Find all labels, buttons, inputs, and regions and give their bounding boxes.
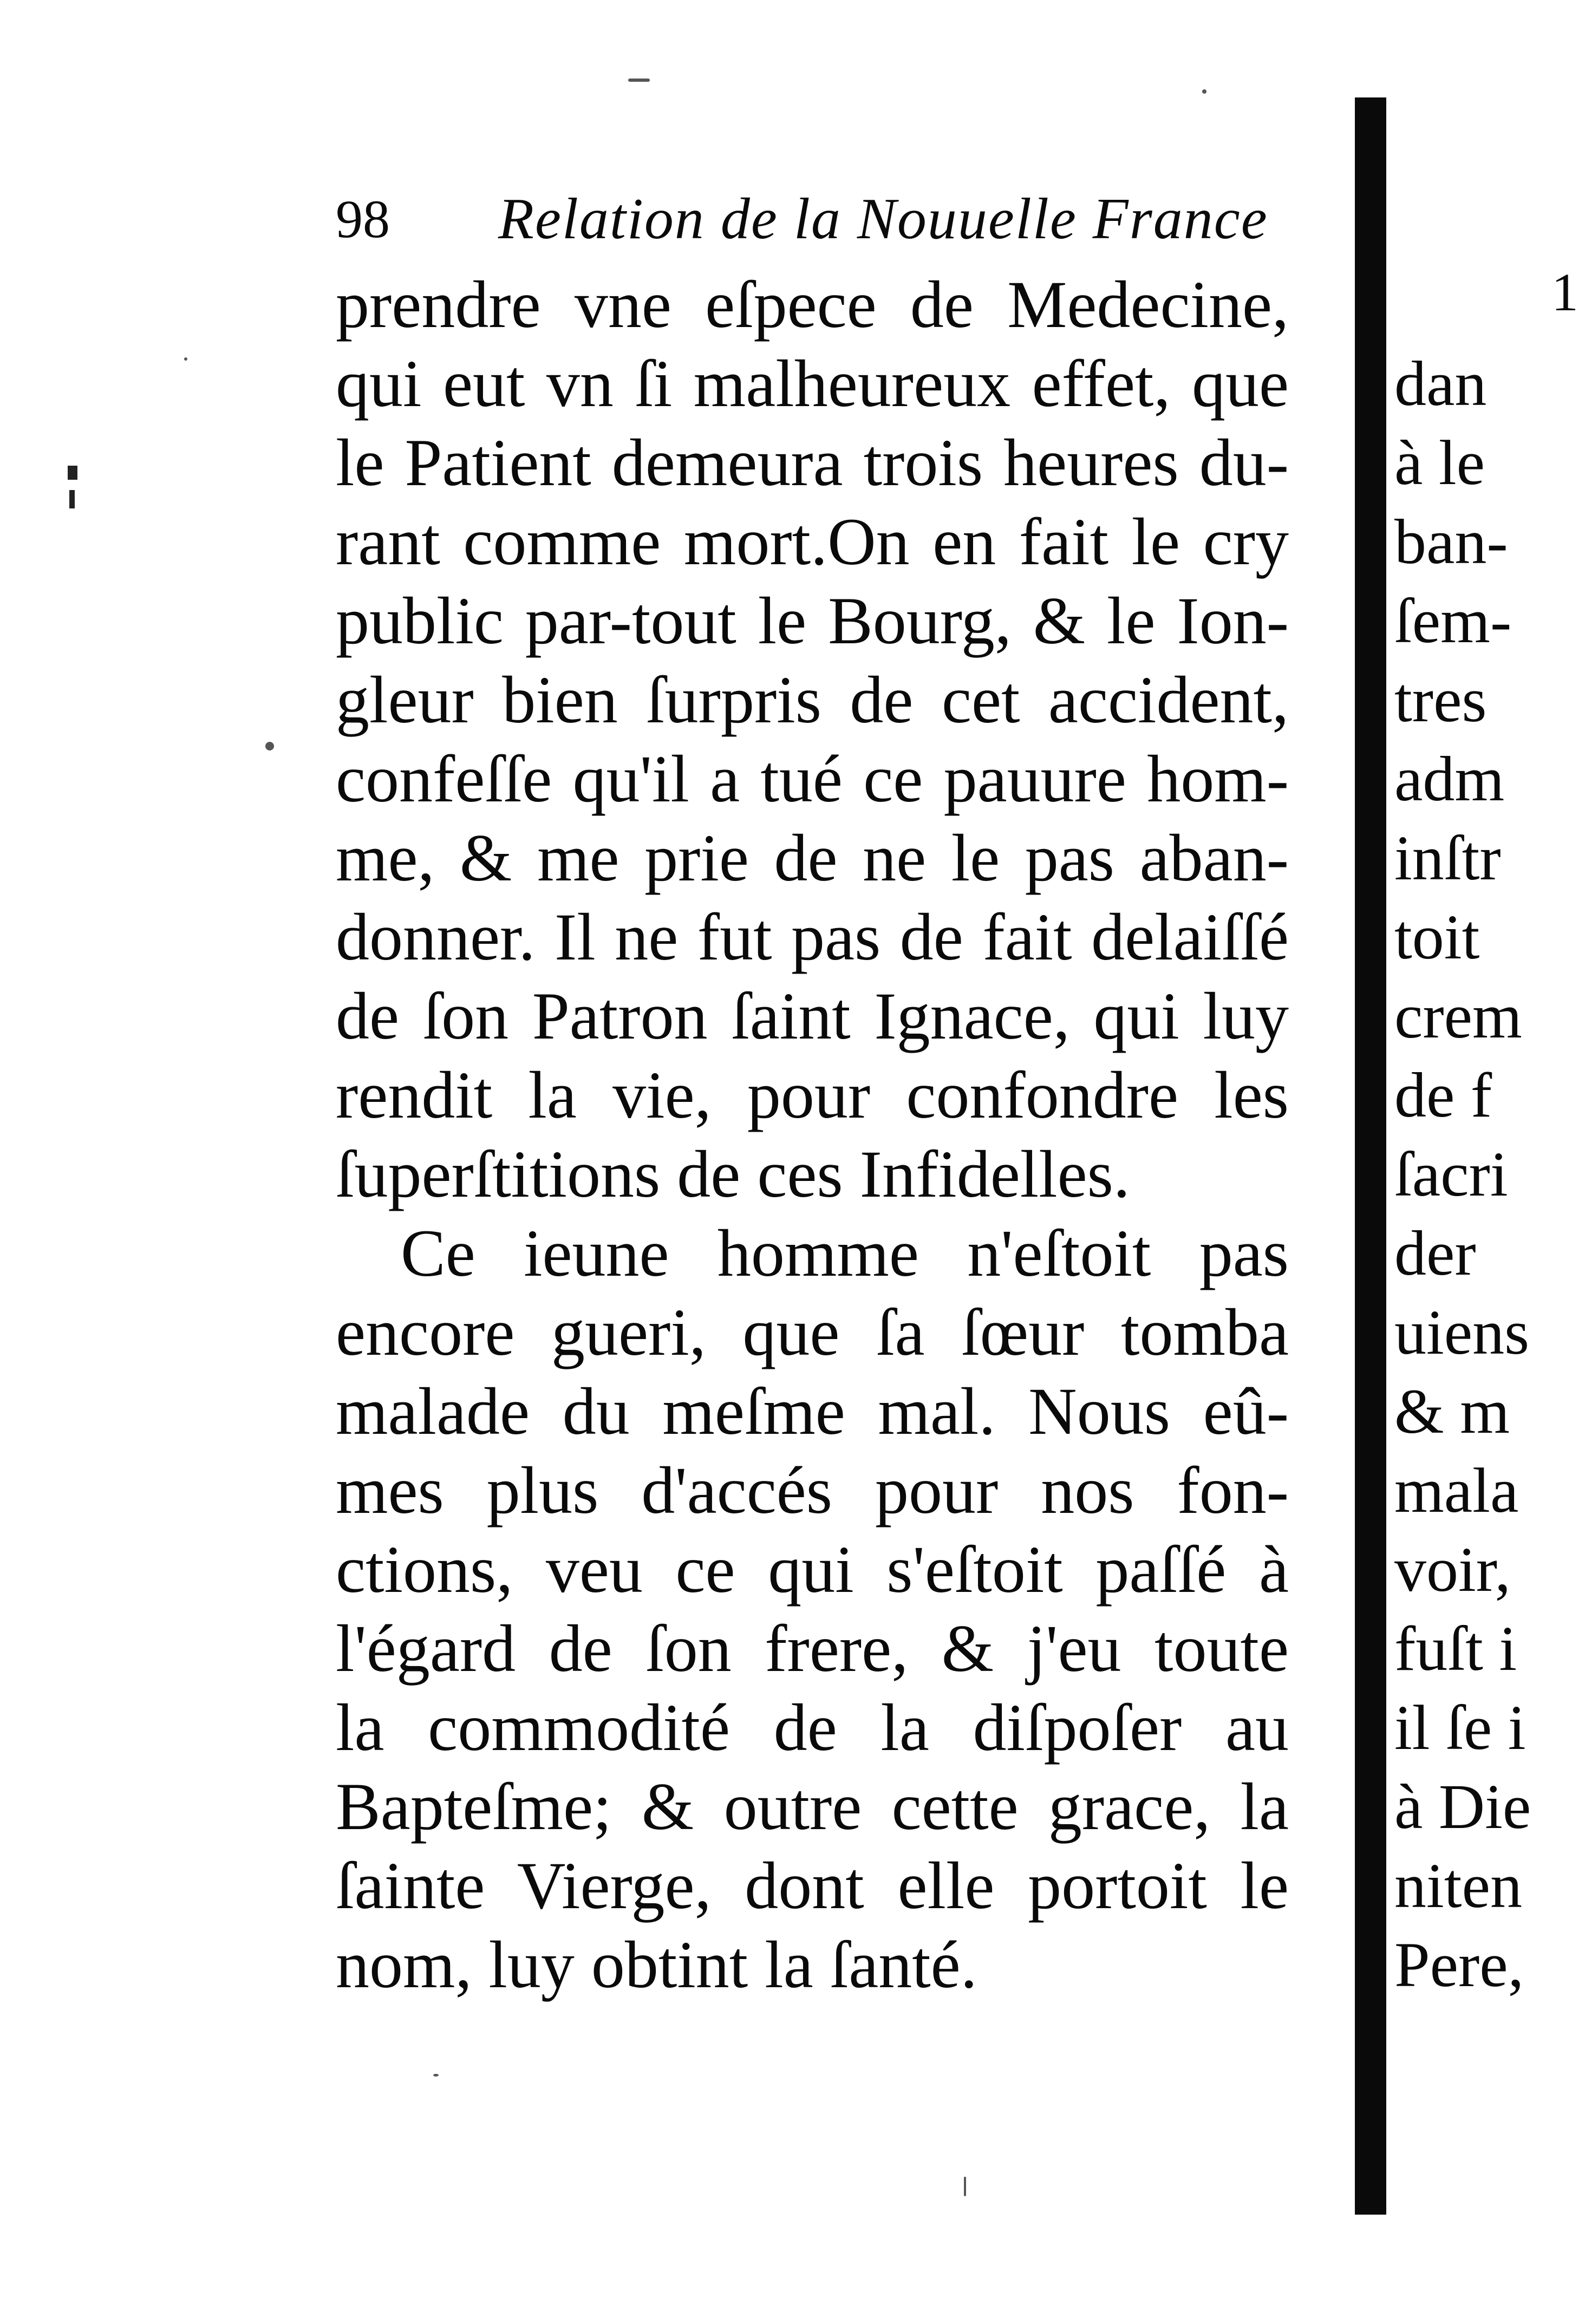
fragment-line: ban- <box>1394 506 1508 577</box>
fragment-line: fuſt i <box>1394 1613 1517 1684</box>
text-line: Bapteſme; & outre cette grace, la <box>336 1770 1289 1844</box>
text-line: mes plus d'accés pour nos fon- <box>336 1453 1289 1527</box>
text-line: rant comme mort.On en fait le cry <box>336 505 1289 579</box>
scan-speck <box>184 357 187 361</box>
scan-speck <box>1202 89 1206 94</box>
fragment-line: uiens <box>1394 1297 1530 1368</box>
right-page-fragments <box>1394 265 1584 2005</box>
fragment-line: à Die <box>1394 1771 1531 1842</box>
text-line: ſainte Vierge, dont elle portoit le <box>336 1849 1289 1923</box>
fragment-line: adm <box>1394 743 1505 814</box>
text-line: le Patient demeura trois heures du- <box>336 426 1289 500</box>
right-page-top-mark: 1 <box>1551 262 1579 322</box>
scan-edge-mark <box>69 490 75 508</box>
text-line: donner. Il ne fut pas de fait delaiſſé <box>336 900 1289 974</box>
text-line: prendre vne eſpece de Medecine, <box>336 267 1289 342</box>
scan-speck <box>964 2177 966 2196</box>
fragment-line: ſacri <box>1394 1139 1508 1210</box>
text-line: nom, luy obtint la ſanté. <box>336 1928 977 2002</box>
fragment-line: der <box>1394 1218 1476 1289</box>
fragment-line: tres <box>1394 664 1487 735</box>
scan-edge-mark <box>68 466 77 480</box>
fragment-line: toit <box>1394 902 1480 972</box>
fragment-line: Pere, <box>1394 1929 1524 2000</box>
text-line: confeſſe qu'il a tué ce pauure hom- <box>336 742 1289 816</box>
text-line: qui eut vn ſi malheureux effet, que <box>336 347 1289 421</box>
text-line: Ce ieune homme n'eſtoit pas <box>401 1216 1289 1290</box>
left-page-body <box>336 265 1289 2005</box>
fragment-line: à le <box>1394 427 1485 498</box>
page-number: 98 <box>336 189 390 249</box>
fragment-line: & m <box>1394 1376 1510 1447</box>
text-line: de ſon Patron ſaint Ignace, qui luy <box>336 979 1289 1053</box>
text-line: l'égard de ſon frere, & j'eu toute <box>336 1611 1289 1686</box>
scan-speck <box>628 79 650 82</box>
text-line: gleur bien ſurpris de cet accident, <box>336 663 1289 737</box>
text-line: malade du meſme mal. Nous eû- <box>336 1374 1289 1448</box>
fragment-line: crem <box>1394 981 1522 1052</box>
text-line: la commodité de la diſpoſer au <box>336 1690 1289 1765</box>
text-line: me, & me prie de ne le pas aban- <box>336 821 1289 895</box>
fragment-line: inſtr <box>1394 822 1501 893</box>
running-head: Relation de la Nouuelle France <box>498 187 1268 251</box>
fragment-line: dan <box>1394 348 1487 419</box>
text-line: ctions, veu ce qui s'eſtoit paſſé à <box>336 1532 1289 1607</box>
fragment-line: voir, <box>1394 1534 1511 1605</box>
fragment-line: de f <box>1394 1060 1492 1131</box>
binding-gutter <box>1355 97 1386 2215</box>
fragment-line: il ſe i <box>1394 1692 1526 1763</box>
text-line: ſuperſtitions de ces Infidelles. <box>336 1137 1130 1211</box>
page-header <box>336 179 1289 260</box>
fragment-line: niten <box>1394 1850 1522 1921</box>
scan-speck <box>265 742 274 750</box>
text-line: public par-tout le Bourg, & le Ion- <box>336 584 1289 658</box>
scan-speck <box>433 2074 439 2077</box>
fragment-line: mala <box>1394 1455 1519 1526</box>
text-line: encore gueri, que ſa ſœur tomba <box>336 1295 1289 1369</box>
fragment-line: ſem- <box>1394 585 1512 656</box>
text-line: rendit la vie, pour confondre les <box>336 1058 1289 1132</box>
